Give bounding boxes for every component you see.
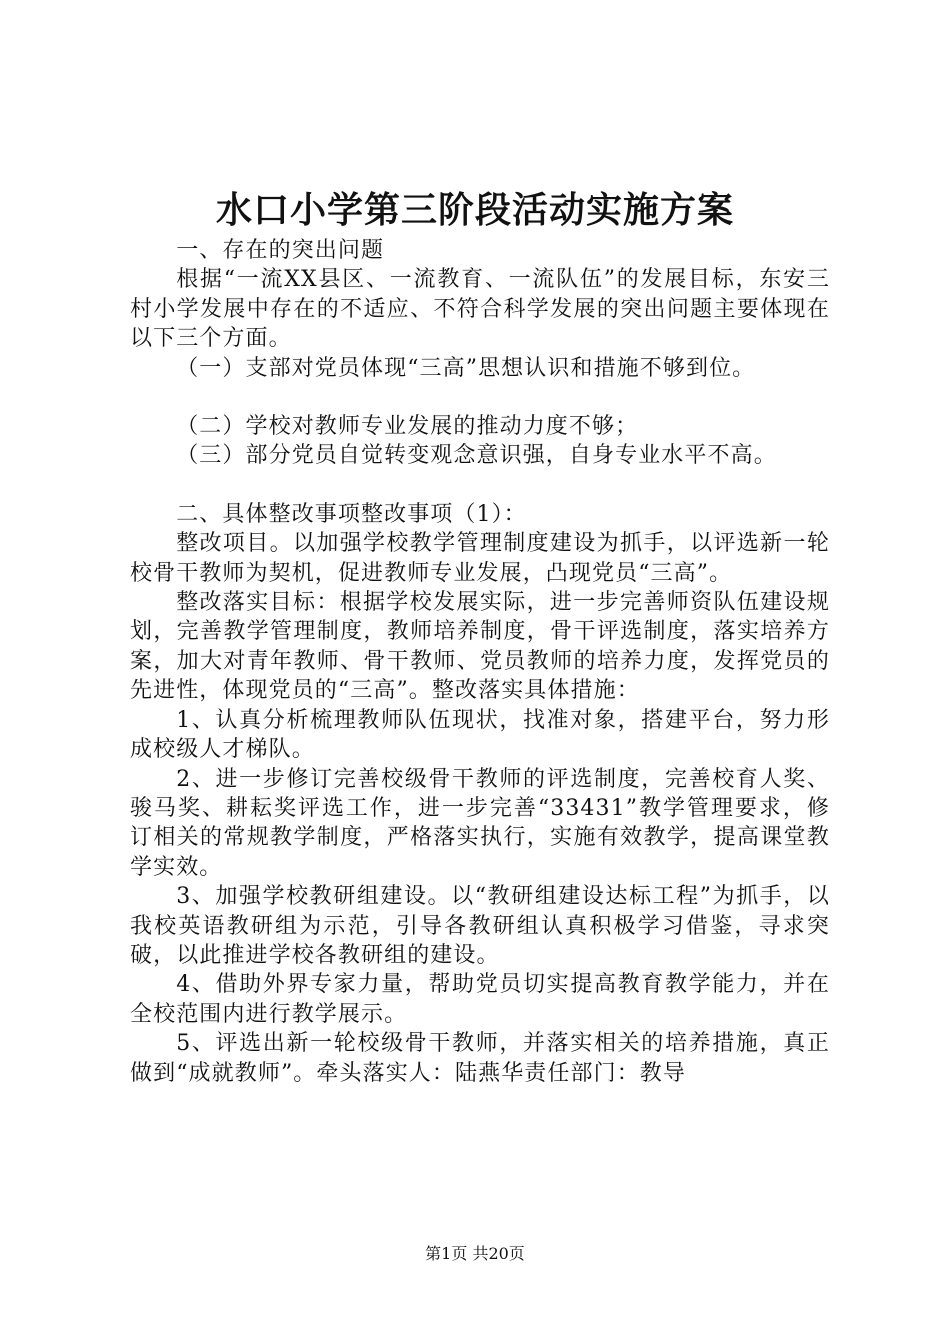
measure-item-3: 3、加强学校教研组建设。以“教研组建设达标工程”为抓手，以我校英语教研组为示范，引导各教研组认真积极学习借鉴，寻求突破，以此推进学校各教研组的建设。 — [130, 884, 830, 968]
measure-item-1: 1、认真分析梳理教师队伍现状，找准对象，搭建平台，努力形成校级人才梯队。 — [130, 707, 830, 763]
paragraph: 整改落实目标：根据学校发展实际，进一步完善师资队伍建设规划，完善教学管理制度，教师培养制度，骨干评选制度，落实培养方案，加大对青年教师、骨干教师、党员教师的培养力度，发挥党员的先进性，体现党员的“三高”。整改落实具体措施： — [130, 590, 830, 704]
paragraph: 整改项目。以加强学校教学管理制度建设为抓手，以评选新一轮校骨干教师为契机，促进教师专业发展，凸现党员“三高”。 — [130, 531, 830, 586]
measure-item-4: 4、借助外界专家力量，帮助党员切实提高教育教学能力，并在全校范围内进行教学展示。 — [130, 972, 830, 1027]
problem-item-1: （一）支部对党员体现“三高”思想认识和措施不够到位。 — [176, 355, 756, 381]
document-body — [130, 236, 830, 1088]
section-heading-2: 二、具体整改事项整改事项（1）： — [176, 501, 527, 527]
problem-item-3: （三）部分党员自觉转变观念意识强，自身专业水平不高。 — [176, 443, 777, 469]
measure-item-2: 2、进一步修订完善校级骨干教师的评选制度，完善校育人奖、骏马奖、耕耘奖评选工作，进一步完善“33431”教学管理要求，修订相关的常规教学制度，严格落实执行，实施有效教学，提高课堂教学实效。 — [130, 766, 830, 880]
section-heading-1: 一、存在的突出问题 — [176, 238, 385, 263]
measure-item-5: 5、评选出新一轮校级骨干教师，并落实相关的培养措施，真正做到“成就教师”。牵头落实人：陆燕华责任部门：教导 — [130, 1031, 830, 1086]
paragraph: 根据“一流XX县区、一流教育、一流队伍”的发展目标，东安三村小学发展中存在的不适应、不符合科学发展的突出问题主要体现在以下三个方面。 — [130, 267, 830, 352]
document-title: 水口小学第三阶段活动实施方案 — [215, 189, 734, 231]
problem-item-2: （二）学校对教师专业发展的推动力度不够； — [176, 414, 639, 440]
page-footer: 第1页 共20页 — [425, 1244, 525, 1263]
